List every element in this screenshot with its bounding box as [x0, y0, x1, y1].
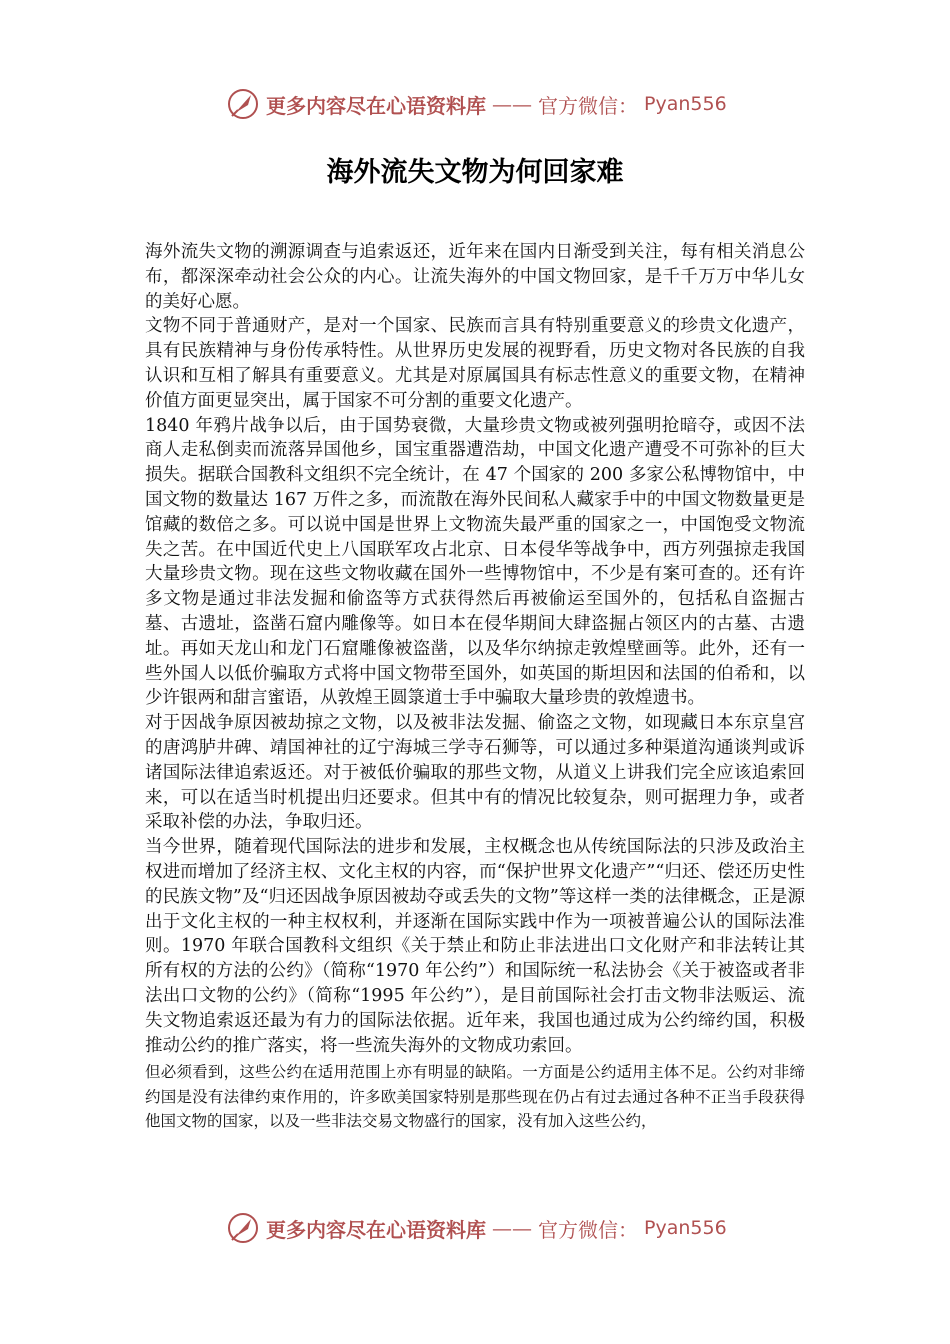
- document-title: 海外流失文物为何回家难: [326, 157, 624, 188]
- banner-wechat-label: 官方微信：: [538, 93, 638, 118]
- paragraph: 当今世界，随着现代国际法的进步和发展，主权概念也从传统国际法的只涉及政治主权进而增加了经济主权、文化主权的内容，而“保护世界文化遗产”“归还、偿还历史性的民族文物”及“归还因战争原因被劫夺或丢失的文物”等这样一类的法律概念，正是源出于文化主权的一种主权权利，并逐渐在国际实践中作为一项被普遍公认的国际法准则。1970 年联合国教科文组织《关于禁止和防止非法进出口文化财产和非法转让其所有权的方法的公约》（简称“1970 年公约”）和国际统一私法协会《关于被盗或者非法出口文物的公约》（简称“1995 年公约”），是目前国际社会打击文物非法贩运、流失文物追索返还最为有力的国际法依据。近年来，我国也通过成为公约缔约国，积极推动公约的推广落实，将一些流失海外的文物成功索回。: [145, 837, 805, 1056]
- banner-dash: ——: [492, 92, 532, 116]
- banner-wechat-label: 官方微信：: [538, 1217, 638, 1242]
- banner-wechat-id: Pyan556: [644, 93, 727, 115]
- paragraph: 海外流失文物的溯源调查与追索返还，近年来在国内日渐受到关注，每有相关消息公布，都深深牵动社会公众的内心。让流失海外的中国文物回家，是千千万万中华儿女的美好心愿。: [145, 242, 805, 312]
- quill-logo-icon: [226, 1211, 260, 1245]
- paragraph-last: 但必须看到，这些公约在适用范围上亦有明显的缺陷。一方面是公约适用主体不足。公约对非缔约国是没有法律约束作用的，许多欧美国家特别是那些现在仍占有过去通过各种不正当手段获得他国文物的国家，以及一些非法交易文物盛行的国家，没有加入这些公约，: [145, 1063, 805, 1130]
- banner-dash: ——: [492, 1216, 532, 1240]
- footer-banner: [226, 1208, 726, 1248]
- paragraph: 文物不同于普通财产，是对一个国家、民族而言具有特别重要意义的珍贵文化遗产，具有民族精神与身份传承特性。从世界历史发展的视野看，历史文物对各民族的自我认识和互相了解具有重要意义。尤其是对原属国具有标志性意义的重要文物，在精神价值方面更显突出，属于国家不可分割的重要文化遗产。: [145, 316, 805, 411]
- banner-site-name: 更多内容尽在心语资料库: [266, 93, 486, 118]
- paragraph: 1840 年鸦片战争以后，由于国势衰微，大量珍贵文物或被列强明抢暗夺，或因不法商人走私倒卖而流落异国他乡，国宝重器遭浩劫，中国文化遗产遭受不可弥补的巨大损失。据联合国教科文组织不完全统计，在 47 个国家的 200 多家公私博物馆中，中国文物的数量达 167 万件之多，而流散在海外民间私人藏家手中的中国文物数量更是馆藏的数倍之多。可以说中国是世界上文物流失最严重的国家之一，中国饱受文物流失之苦。在中国近代史上八国联军攻占北京、日本侵华等战争中，西方列强掠走我国大量珍贵文物。现在这些文物收藏在国外一些博物馆中，不少是有案可查的。还有许多文物是通过非法发掘和偷盗等方式获得然后再被偷运至国外的，包括私自盗掘古墓、古遗址，盗凿石窟内雕像等。如日本在侵华期间大肆盗掘占领区内的古墓、古遗址。再如天龙山和龙门石窟雕像被盗凿，以及华尔纳掠走敦煌壁画等。此外，还有一些外国人以低价骗取方式将中国文物带至国外，如英国的斯坦因和法国的伯希和，以少许银两和甜言蜜语，从敦煌王圆箓道士手中骗取大量珍贵的敦煌遗书。: [145, 415, 805, 709]
- banner-wechat-id: Pyan556: [644, 1217, 727, 1239]
- banner-site-name: 更多内容尽在心语资料库: [266, 1217, 486, 1242]
- article-body: [145, 240, 805, 1133]
- header-banner: [226, 84, 726, 124]
- quill-logo-icon: [226, 87, 260, 121]
- paragraph: 对于因战争原因被劫掠之文物，以及被非法发掘、偷盗之文物，如现藏日本东京皇宫的唐鸿胪井碑、靖国神社的辽宁海城三学寺石狮等，可以通过多种渠道沟通谈判或诉诸国际法律追索返还。对于被低价骗取的那些文物，从道义上讲我们完全应该追索回来，可以在适当时机提出归还要求。但其中有的情况比较复杂，则可据理力争，或者采取补偿的办法，争取归还。: [145, 713, 805, 833]
